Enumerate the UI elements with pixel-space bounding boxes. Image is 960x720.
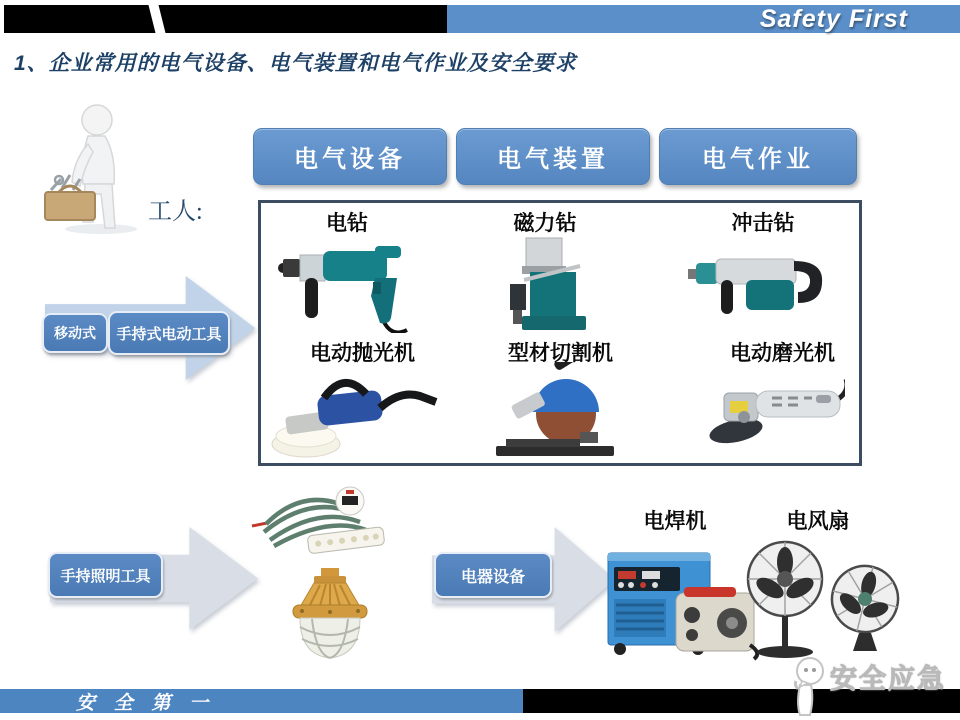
top-bar-blue (447, 5, 960, 33)
electric-polisher-image (268, 368, 440, 460)
arrow-handheld-power-tools (45, 276, 255, 380)
category-electrical-installation: 电气装置 (456, 128, 650, 185)
worker-figure-image (35, 100, 150, 235)
label-impact-drill: 冲击钻 (731, 212, 795, 235)
watermark-logo (784, 655, 946, 717)
category-electrical-operation: 电气作业 (659, 128, 857, 185)
profile-cutting-machine-image (492, 362, 620, 462)
label-magnetic-drill: 磁力钻 (513, 212, 577, 235)
industrial-fans-image (737, 537, 909, 663)
top-bar-black (4, 5, 447, 33)
label-electric-drill: 电钻 (326, 212, 368, 235)
electric-grinder-image (700, 375, 845, 447)
tag-handheld-power-tools: 手持式电动工具 (108, 311, 230, 355)
impact-drill-image (688, 250, 833, 320)
magnetic-drill-image (500, 236, 592, 334)
label-electric-fan: 电风扇 (786, 510, 850, 533)
worker-label: 工人: (148, 199, 203, 225)
tag-handheld-lighting-tools: 手持照明工具 (48, 552, 163, 598)
corded-work-lamp-image (248, 482, 400, 566)
watermark-text: 安全应急 (830, 664, 946, 694)
label-electric-polisher: 电动抛光机 (310, 342, 415, 365)
label-electric-grinder: 电动磨光机 (730, 342, 835, 365)
electric-drill-image (275, 238, 425, 333)
footer-bar-blue (0, 689, 523, 713)
arrow-electrical-appliances (432, 527, 615, 632)
mascot-speech-bubble-icon (784, 655, 830, 717)
explosion-proof-lamp-image (276, 567, 384, 663)
category-electrical-equipment: 电气设备 (253, 128, 447, 185)
footer-slogan: 安 全 第 一 (76, 692, 216, 714)
arrow-handheld-lighting (50, 527, 258, 630)
tag-mobile-type: 移动式 (42, 313, 108, 353)
label-welding-machine: 电焊机 (643, 510, 707, 533)
label-profile-cutting-machine: 型材切割机 (508, 342, 613, 365)
tag-electrical-appliances: 电器设备 (434, 552, 552, 598)
brand-text: Safety First (759, 4, 908, 33)
page-title: 1、企业常用的电气设备、电气装置和电气作业及安全要求 (14, 52, 577, 75)
